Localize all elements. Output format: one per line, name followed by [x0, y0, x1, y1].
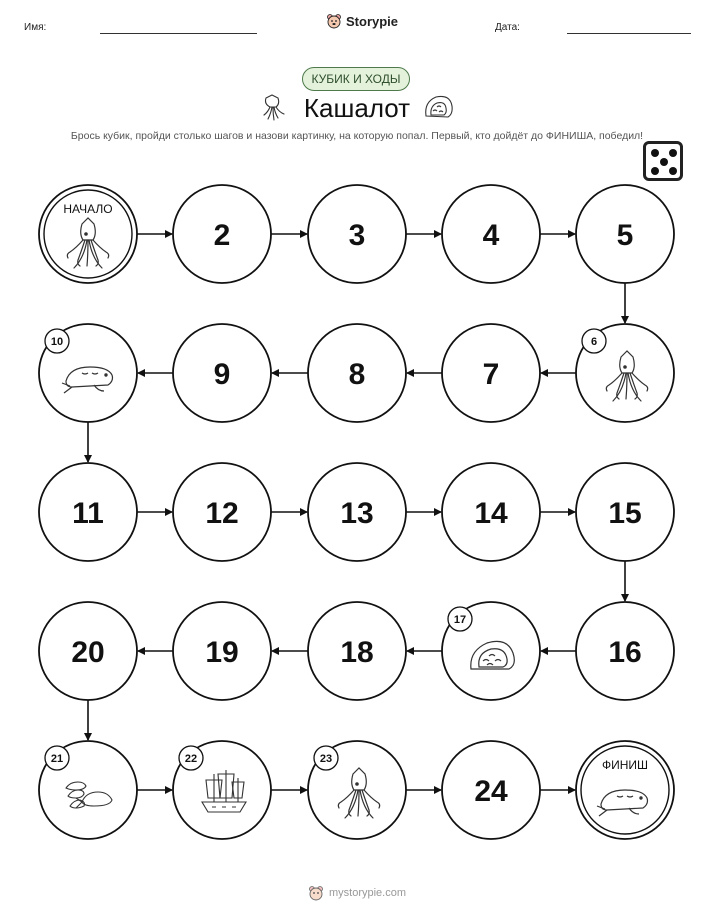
footer: [308, 885, 406, 901]
space-number: 5: [616, 219, 634, 252]
space-number: 11: [72, 497, 104, 530]
space-number: 6: [590, 336, 598, 348]
special-space: [39, 185, 137, 283]
space-number: 10: [50, 336, 64, 348]
space-number: 13: [340, 497, 374, 530]
game-type-badge: КУБИК И ХОДЫ: [302, 67, 410, 91]
space-label: ФИНИШ: [601, 758, 649, 772]
space-number: 19: [205, 636, 239, 669]
space-number: 7: [482, 358, 500, 391]
space-number: 14: [474, 497, 508, 530]
space-number: 23: [319, 753, 333, 765]
space-number: 8: [348, 358, 366, 391]
footer-site: mystorypie.com: [329, 887, 407, 899]
space-number: 16: [608, 636, 642, 669]
space-number: 17: [453, 614, 467, 626]
space-number: 21: [50, 753, 64, 765]
space-label: НАЧАЛО: [63, 202, 113, 216]
space-number: 9: [213, 358, 231, 391]
space-number: 12: [205, 497, 239, 530]
space-number: 3: [348, 219, 366, 252]
bear-icon: [308, 885, 324, 901]
space-number: 2: [213, 219, 231, 252]
instructions-text: Брось кубик, пройди столько шагов и назови картинку, на которую попал. Первый, кто дойдёт до ФИНИША, победил!: [70, 130, 644, 142]
space-number: 18: [340, 636, 374, 669]
space-number: 24: [474, 775, 508, 808]
space-number: 22: [184, 753, 198, 765]
page-title: Кашалот: [303, 93, 411, 123]
space-number: 20: [71, 636, 105, 669]
space-number: 15: [608, 497, 642, 530]
date-label: Дата:: [495, 22, 520, 33]
space-number: 4: [482, 219, 500, 252]
brand-name: Storypie: [346, 13, 399, 29]
name-label: Имя:: [24, 22, 47, 33]
